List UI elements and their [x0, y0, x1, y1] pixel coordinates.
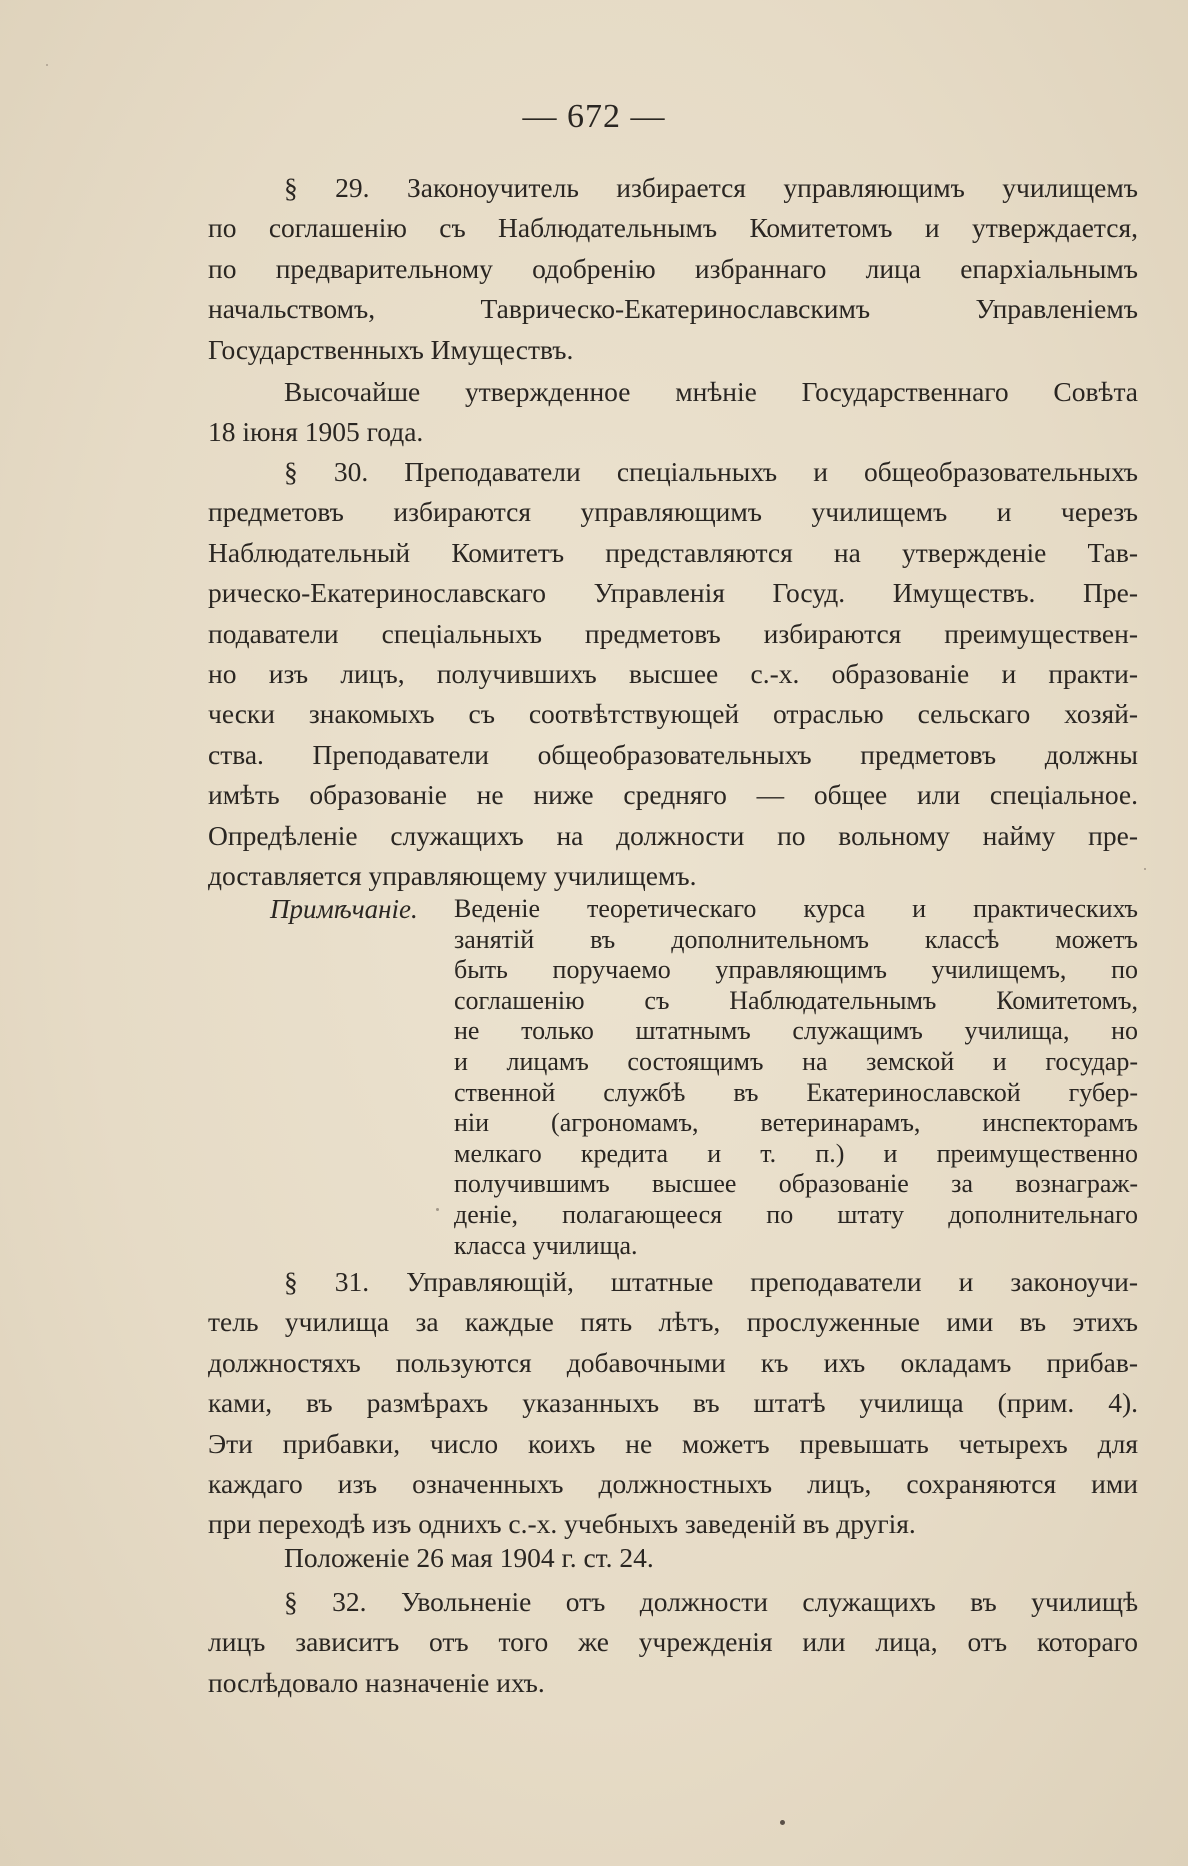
source-citation-1905 [208, 372, 1138, 453]
text-line: класса училища. [454, 1230, 638, 1260]
text-line: занятій въ дополнительномъ классѣ можетъ [454, 924, 1138, 954]
text-line: тель училища за каждые пять лѣтъ, прослуженные ими въ этихъ [208, 1306, 1138, 1338]
text-line: быть поручаемо управляющимъ училищемъ, по [454, 955, 1138, 985]
paragraph-32 [208, 1582, 1138, 1703]
text-line: начальствомъ, Таврическо-Екатеринославскимъ Управленіемъ [208, 293, 1138, 325]
text-line: подаватели спеціальныхъ предметовъ избираются преимуществен- [208, 617, 1138, 649]
paragraph-31 [208, 1262, 1138, 1545]
text-line: ніи (агрономамъ, ветеринарамъ, инспекторамъ [454, 1108, 1138, 1138]
text-line: каждаго изъ означенныхъ должностныхъ лицъ, сохраняются ими [208, 1468, 1138, 1500]
paragraph-30 [208, 452, 1138, 896]
text-line: доставляется управляющему училищемъ. [208, 860, 697, 892]
text-line: рическо-Екатеринославскаго Управленія Госуд. Имуществъ. Пре- [208, 577, 1138, 609]
text-line: не только штатнымъ служащимъ училища, но [454, 1016, 1138, 1046]
text-line: при переходѣ изъ однихъ с.-х. учебныхъ заведеній въ другія. [208, 1508, 916, 1540]
note-block [208, 890, 1138, 1261]
note-body [454, 894, 1138, 1261]
text-line: Опредѣленіе служащихъ на должности по вольному найму пре- [208, 819, 1138, 851]
text-line: по соглашенію съ Наблюдательнымъ Комитетомъ и утверждается, [208, 212, 1138, 244]
text-line: 18 іюня 1905 года. [208, 416, 424, 448]
text-line: лицъ зависитъ отъ того же учрежденія или лица, отъ котораго [208, 1626, 1138, 1658]
text-line: Веденіе теоретическаго курса и практическихъ [454, 894, 1138, 923]
text-line: мелкаго кредита и т. п.) и преимущественно [454, 1138, 1138, 1168]
text-line: § 29. Законоучитель избирается управляющимъ училищемъ [284, 172, 1138, 203]
text-line: § 30. Преподаватели спеціальныхъ и общеобразовательныхъ [284, 456, 1138, 487]
text-line: соглашенію съ Наблюдательнымъ Комитетомъ, [454, 985, 1138, 1015]
text-line: Эти прибавки, число коихъ не можетъ превышать четырехъ для [208, 1427, 1138, 1459]
text-line: ками, въ размѣрахъ указанныхъ въ штатѣ училища (прим. 4). [208, 1387, 1138, 1419]
text-line: и лицамъ состоящимъ на земской и государ- [454, 1046, 1138, 1076]
source-citation-1904 [208, 1538, 1138, 1578]
text-line: по предварительному одобренію избраннаго лица епархіальнымъ [208, 252, 1138, 284]
text-line: должностяхъ пользуются добавочными къ ихъ окладамъ прибав- [208, 1346, 1138, 1378]
text-line: ственной службѣ въ Екатеринославской губер- [454, 1077, 1138, 1107]
text-line: Государственныхъ Имуществъ. [208, 333, 574, 365]
text-line: Положеніе 26 мая 1904 г. ст. 24. [284, 1542, 654, 1573]
text-line: предметовъ избираются управляющимъ училищемъ и черезъ [208, 496, 1138, 528]
paper-speck [436, 1208, 439, 1211]
text-line: ства. Преподаватели общеобразовательныхъ предметовъ должны [208, 738, 1138, 770]
note [208, 894, 1138, 1261]
page-number: — 672 — [522, 98, 666, 135]
paper-speck [46, 64, 48, 66]
note-label: Примѣчаніе. [270, 894, 418, 924]
text-line: чески знакомыхъ съ соотвѣтствующей отраслью сельскаго хозяй- [208, 698, 1138, 730]
paper-speck [1144, 868, 1146, 870]
text-line: Наблюдательный Комитетъ представляются на утвержденіе Тав- [208, 536, 1138, 568]
paragraph-29 [208, 168, 1138, 370]
paper-speck [780, 1820, 785, 1825]
text-line: но изъ лицъ, получившихъ высшее с.-х. образованіе и практи- [208, 658, 1138, 690]
text-line: деніе, полагающееся по штату дополнительнаго [454, 1199, 1138, 1229]
text-line: § 31. Управляющій, штатные преподаватели и законоучи- [284, 1266, 1138, 1297]
text-line: послѣдовало назначеніе ихъ. [208, 1666, 545, 1698]
text-line: Высочайше утвержденное мнѣніе Государственнаго Совѣта [284, 376, 1138, 407]
text-line: имѣть образованіе не ниже средняго — общее или спеціальное. [208, 779, 1138, 811]
text-line: получившимъ высшее образованіе за вознаграж- [454, 1169, 1138, 1199]
text-line: § 32. Увольненіе отъ должности служащихъ въ училищѣ [284, 1586, 1138, 1617]
